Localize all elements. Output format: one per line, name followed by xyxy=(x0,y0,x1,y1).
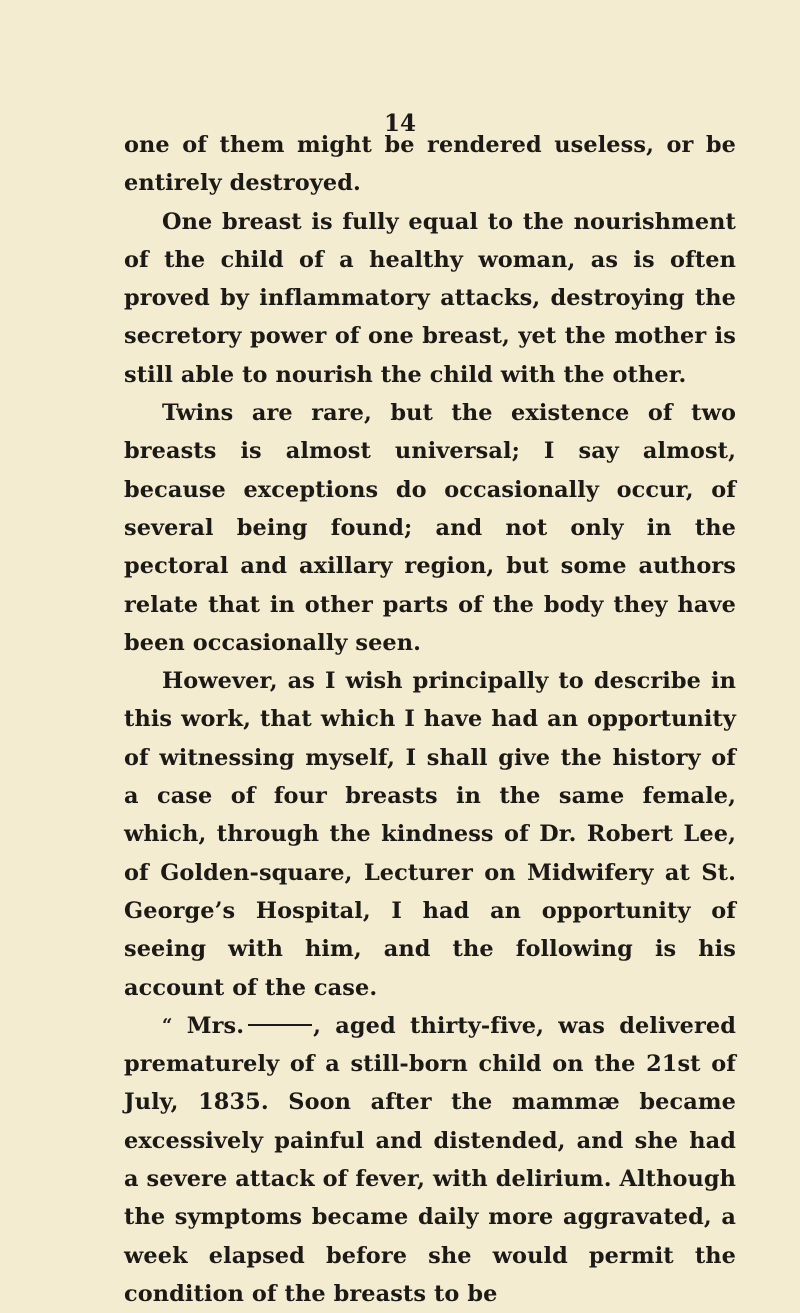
name-redaction-dash xyxy=(248,1024,312,1026)
opening-quote-mark: “ xyxy=(162,1014,173,1036)
paragraph-case-introduction: However, as I wish principally to describe in this work, that which I have had an opportunity of witnessing myself, I shall give the history of a case of four breasts in the same female, which, through the kindness of Dr. Robert Lee, of Golden-square, Lecturer on Midwifery at St. George’s Hospital, I had an opportunity of seeing with him, and the following is his account of the case. xyxy=(124,668,736,1001)
paragraph-breast-nourishment: One breast is fully equal to the nourishment of the child of a healthy woman, as is often proved by inflammatory attacks, destroying the secretory power of one breast, yet the mother is still able to nourish the child with the other. xyxy=(124,208,736,388)
page-number: 14 xyxy=(383,110,416,137)
paragraph-twins: Twins are rare, but the existence of two breasts is almost universal; I say almost, because exceptions do occasionally occur, of several being found; and not only in the pectoral and axillary region, but some authors relate that in other parts of the body they have been occasionally seen. xyxy=(124,400,736,656)
paragraph-case-account xyxy=(124,1007,736,1313)
case-account-text: , aged thirty-five, was delivered prematurely of a still-born child on the 21st of July, 1835. Soon after the mammæ became excessively painful and distended, and she had a severe attack of fever, with delirium. Although the symptoms became daily more aggravated, a week elapsed before she would permit the condition of the breasts to be xyxy=(124,1012,736,1307)
body-text xyxy=(124,126,736,1313)
patient-title: Mrs. xyxy=(186,1012,245,1039)
paragraph-continued: one of them might be rendered useless, or be entirely destroyed. xyxy=(124,132,736,197)
